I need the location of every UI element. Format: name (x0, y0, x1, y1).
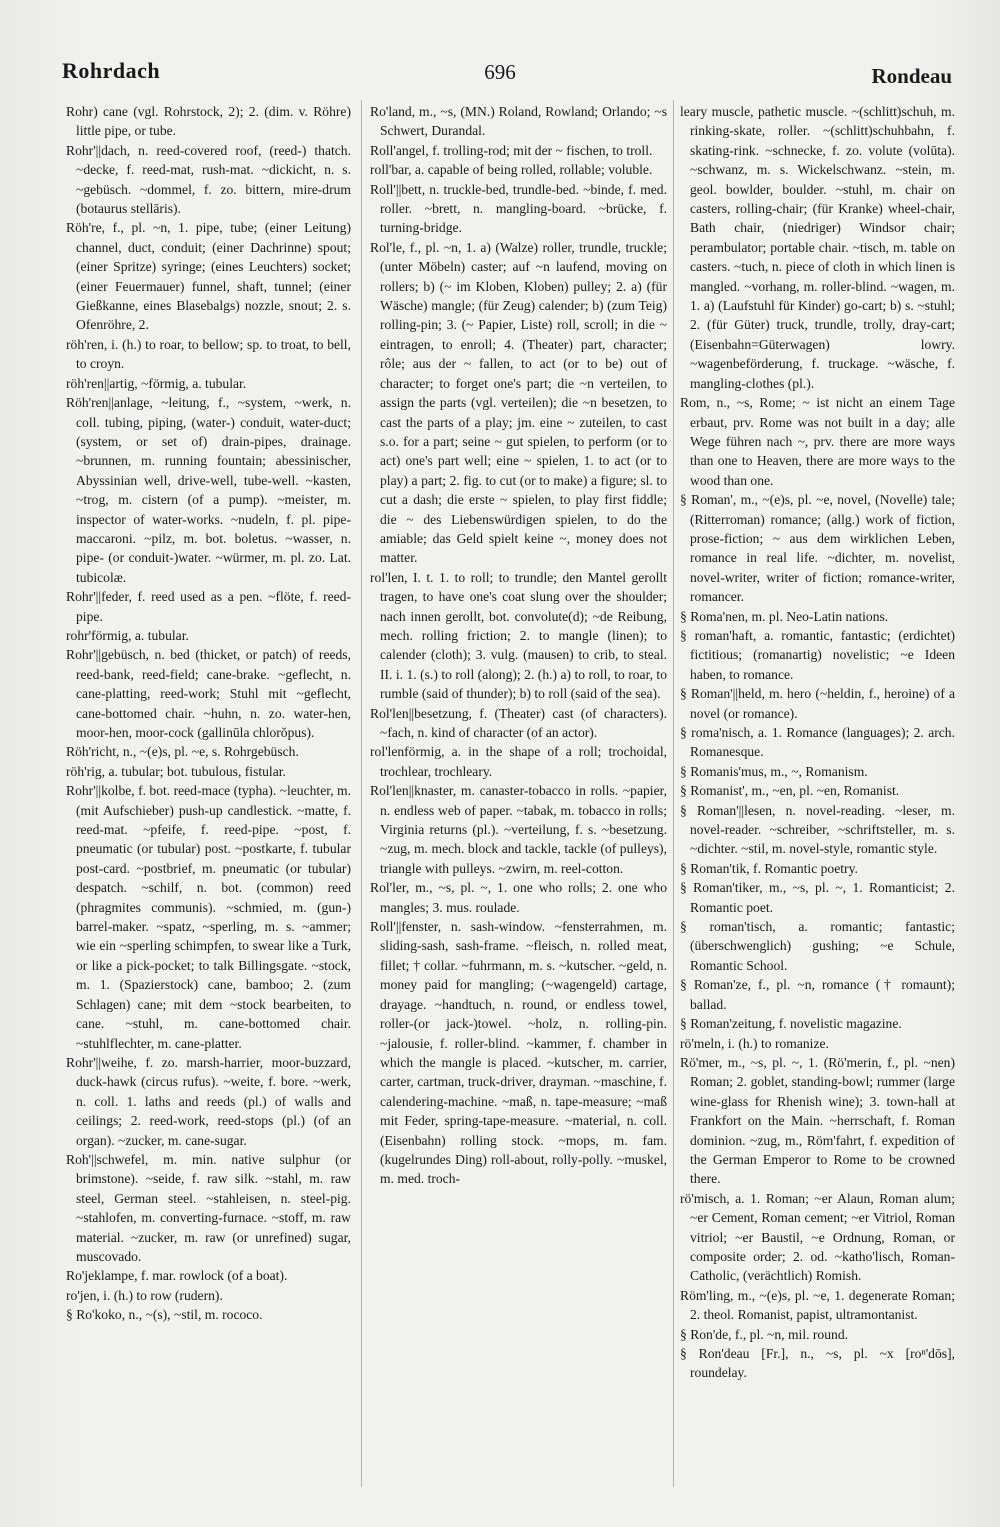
dictionary-entry: Rö'mer, m., ~s, pl. ~, 1. (Rö'merin, f., pl. ~nen) Roman; 2. goblet, standing-bowl; rummer (large wine-glass for Rhenish wine); 3. town-hall at Frankfort on the Main. ~herrschaft, f. Roman dominion. ~zug, m., Röm'fahrt, f. expedition of the German Emperor to Rome to be crowned there. (680, 1054, 955, 1187)
dictionary-entry: leary muscle, pathetic muscle. ~(schlitt)schuh, m. rinking-skate, roller. ~(schlitt)schuhbahn, f. skating-rink. ~schnecke, f. zo. volute (volūta). ~schwanz, m. s. Wickelschwanz. ~stein, m. geol. bowlder, boulder. ~stuhl, m. chair on casters, rolling-chair; (für Kranke) wheel-chair, Bath chair, (niedriger) Windsor chair; perambulator; portable chair. ~tisch, m. table on casters. ~tuch, n. piece of cloth in which linen is mangled. ~vorhang, m. roller-blind. ~wagen, m. 1. a) (Laufstuhl für Kinder) go-cart; b) s. ~stuhl; 2. (für Güter) truck, trundle, trolly, dray-cart; (Eisenbahn=Güterwagen) lowry. ~wagenbeförderung, f. truckage. ~wäsche, f. mangling-clothes (pl.). (680, 104, 955, 391)
left-guide-word: Rohrdach (62, 58, 161, 83)
dictionary-entry: § Ron'de, f., pl. ~n, mil. round. (680, 1326, 849, 1342)
dictionary-entry: § Roman', m., ~(e)s, pl. ~e, novel, (Novelle) tale; (Ritterroman) romance; (allg.) work of fiction, prose-fiction; ~ aus dem wirklichen Leben, romance in real life. ~dichter, m. novelist, novel-writer, writer of fiction; romance-writer, romancer. (680, 492, 955, 605)
dictionary-entry: rohr'förmig, a. tubular. (66, 627, 189, 643)
column-divider (361, 100, 362, 1487)
dictionary-entry: § Roman'zeitung, f. novelistic magazine. (680, 1016, 902, 1032)
right-guide-word: Rondeau (871, 64, 952, 88)
dictionary-entry: Rol'len||knaster, m. canaster-tobacco in rolls. ~papier, n. endless web of paper. ~tabak, m. tobacco in rolls; Virginia returns (pl.). ~verteilung, f. s. ~besetzung. ~zug, m. mech. block and tackle, tackle (of pulleys), triangle with pulleys. ~zwirn, m. reel-cotton. (370, 783, 667, 876)
dictionary-entry: § roman'tisch, a. romantic; fantastic; (überschwenglich) gushing; ~e Schule, Romantic School. (680, 919, 955, 973)
page-number: 696 (484, 60, 516, 84)
dictionary-entry: § Ro'koko, n., ~(s), ~stil, m. rococo. (66, 1307, 263, 1323)
dictionary-entry: § roma'nisch, a. 1. Romance (languages); 2. arch. Romanesque. (680, 725, 955, 760)
dictionary-entry: Rohr'||weihe, f. zo. marsh-harrier, moor-buzzard, duck-hawk (circus rufus). ~weite, f. bore. ~werk, n. coll. 1. laths and reeds (pl.) of walls and ceilings; 2. reed-work, reed-stops (pl.) (of an organ). ~zucker, m. cane-sugar. (66, 1054, 351, 1148)
dictionary-entry: Rohr'||dach, n. reed-covered roof, (reed-) thatch. ~decke, f. reed-mat, rush-mat. ~dickicht, n. s. ~gebüsch. ~dommel, f. zo. bittern, mire-drum (botaurus stellāris). (66, 142, 351, 217)
dictionary-entry: § roman'haft, a. romantic, fantastic; (erdichtet) fictitious; (romanartig) novelistic; ~e Ideen haben, to romance. (680, 627, 955, 682)
dictionary-entry: § Roman'tik, f. Romantic poetry. (680, 860, 858, 876)
dictionary-entry: Röh'ren||anlage, ~leitung, f., ~system, ~werk, n. coll. tubing, piping, (water-) conduit, water-duct; (system, or set of) drain-pipes, drainage. ~brunnen, m. running fountain; abessinischer, Abyssinian well, drive-well, tube-well. ~kasten, ~trog, m. cistern (of a pump). ~meister, m. inspector of water-works. ~nudeln, f. pl. pipe-maccaroni. ~pilz, m. bot. boletus. ~wasser, n. pipe- (or conduit-)water. ~würmer, m. pl. zo. Lat. tubicolæ. (66, 395, 351, 585)
dictionary-entry: § Romanist', m., ~en, pl. ~en, Romanist. (680, 783, 900, 799)
dictionary-entry: Ro'land, m., ~s, (MN.) Roland, Rowland; Orlando; ~s Schwert, Durandal. (370, 104, 667, 139)
dictionary-entry: Rohr'||gebüsch, n. bed (thicket, or patch) of reeds, reed-bank, reed-field; cane-brake. ~geflecht, n. cane-platting, reed-work; Stuhl mit ~geflecht, cane-bottomed chair. ~huhn, n. zo. water-hen, moor-hen, moor-cock (gallinūla chlorŏpus). (66, 647, 351, 740)
dictionary-entry: Rol'len||besetzung, f. (Theater) cast (of characters). ~fach, n. kind of character (of an actor). (370, 705, 667, 740)
dictionary-entry: rol'lenförmig, a. in the shape of a roll; trochoidal, trochlear, trochleary. (370, 744, 667, 779)
dictionary-entry: Rol'le, f., pl. ~n, 1. a) (Walze) roller, trundle, truckle; (unter Möbeln) caster; auf ~n laufend, moving on rollers; b) (~ im Kloben, Kloben) pulley; 2. a) (für Wäsche) mangle; (für Zeug) calender; b) (zum Teig) rolling-pin; 3. (~ Papier, Liste) roll, scroll; in die ~ eintragen, to enroll; 4. (Theater) part, character; rôle; aus der ~ fallen, to act (or to be) out of character; to forget one's part; die ~n verteilen, to assign the parts (vgl. verteilen); die ~n besetzen, to cast the parts of a play; jm. eine ~ zuteilen, to cast s.o. for a part; seine ~ gut spielen, to perform (or to act) one's part well; eine ~ spielen, 1. to act (or to play) a part; 2. fig. to cut (or to make) a figure; sl. to cut a dash; die erste ~ spielen, to play first fiddle; die ~ des Liebenswürdigen spielen, to do the amiable; das Geld spielt keine ~, money does not matter. (370, 239, 667, 566)
dictionary-entry: röh'rig, a. tubular; bot. tubulous, fistular. (66, 763, 286, 779)
dictionary-entry: Rol'ler, m., ~s, pl. ~, 1. one who rolls; 2. one who mangles; 3. mus. roulade. (370, 880, 667, 915)
dictionary-entry: § Roman'ze, f., pl. ~n, romance († romaunt); ballad. (680, 977, 955, 1012)
dictionary-entry: Roll'||fenster, n. sash-window. ~fensterrahmen, m. sliding-sash, sash-frame. ~fleisch, n. rolled meat, fillet; † collar. ~fuhrmann, m. s. ~kutscher. ~geld, n. money paid for mangling; (~wagengeld) cartage, drayage. ~handtuch, n. round, or endless towel, roller-(or jack-)towel. ~holz, n. rolling-pin. ~jalousie, f. roller-blind. ~kammer, f. chamber in which the mangle is placed. ~kutscher, m. carrier, carter, cartman, truck-driver, drayman. ~maschine, f. calendering-machine. ~maß, n. tape-measure; ~maß mit Feder, spring-tape-measure. ~material, n. coll. (Eisenbahn) rolling stock. ~mops, m. fam. (kugelrundes Ding) roll-about, rolly-polly. ~muskel, m. med. troch- (370, 919, 667, 1187)
dictionary-entry: § Romanis'mus, m., ~, Romanism. (680, 763, 868, 779)
column-1 (66, 102, 351, 1487)
dictionary-entry: Röm'ling, m., ~(e)s, pl. ~e, 1. degenerate Roman; 2. theol. Romanist, papist, ultramontanist. (680, 1287, 955, 1323)
dictionary-entry: § Roman'||held, m. hero (~heldin, f., heroine) of a novel (or romance). (680, 686, 955, 721)
dictionary-entry: Rohr'||feder, f. reed used as a pen. ~flöte, f. reed-pipe. (66, 589, 351, 624)
dictionary-entry: Rohr'||kolbe, f. bot. reed-mace (typha). ~leuchter, m. (mit Aufschieber) push-up candlestick. ~matte, f. reed-mat. ~pfeife, f. reed-pipe. ~post, f. pneumatic (or tubular) post. ~postkarte, f. tubular post-card. ~postbrief, m. pneumatic (or tubular) despatch. ~schilf, n. bot. (common) reed (phragmites communis). ~schmied, m. (gun-) barrel-maker. ~spatz, ~sperling, m. s. ~ammer; wie ein ~sperling schimpfen, to swear like a Turk, or like a pick-pocket; to talk Billingsgate. ~stock, m. 1. (Spazierstock) cane, bamboo; 2. (zum Schlagen) cane; mit dem ~stock bearbeiten, to cane. ~stuhl, m. cane-bottomed chair. ~stuhlflechter, m. cane-platter. (66, 783, 351, 1051)
column-divider (673, 100, 674, 1487)
dictionary-entry: Röh're, f., pl. ~n, 1. pipe, tube; (einer Leitung) channel, duct, conduit; (einer Dachrinne) spout; (einer Spritze) syringe; (eines Leuchters) socket; (einer Feuermauer) funnel, shaft, tunnel; (einer Gießkanne, eines Blasebalgs) nozzle, snout; 2. s. Ofenröhre, 2. (66, 220, 351, 333)
running-head (0, 58, 1000, 94)
dictionary-entry: rö'misch, a. 1. Roman; ~er Alaun, Roman alum; ~er Cement, Roman cement; ~er Vitriol, Roman vitriol; ~er Baustil, ~e Ordnung, Roman, or composite order; 2. od. ~katho'lisch, Roman-Catholic, (verächtlich) Romish. (680, 1190, 955, 1284)
dictionary-entry: Roll'||bett, n. truckle-bed, trundle-bed. ~binde, f. med. roller. ~brett, n. mangling-board. ~brücke, f. turning-bridge. (370, 181, 667, 236)
dictionary-entry: § Roman'||lesen, n. novel-reading. ~leser, m. novel-reader. ~schreiber, ~schriftsteller, m. s. ~dichter. ~stil, m. novel-style, romantic style. (680, 802, 955, 857)
dictionary-entry: Rom, n., ~s, Rome; ~ ist nicht an einem Tage erbaut, prv. Rome was not built in a day; alle Wege führen nach ~, prv. there are more ways than one to Heaven, there are more ways to the wood than one. (680, 395, 955, 488)
dictionary-entry: röh'ren, i. (h.) to roar, to bellow; sp. to troat, to bell, to croyn. (66, 336, 351, 372)
dictionary-entry: Rohr) cane (vgl. Rohrstock, 2); 2. (dim. v. Röhre) little pipe, or tube. (66, 104, 351, 139)
dictionary-entry: Roll'angel, f. trolling-rod; mit der ~ fischen, to troll. (370, 142, 653, 158)
dictionary-entry: röh'ren||artig, ~förmig, a. tubular. (66, 375, 247, 391)
dictionary-entry: rö'meln, i. (h.) to romanize. (680, 1035, 829, 1051)
column-2 (370, 102, 667, 1487)
dictionary-entry: § Ron'deau [Fr.], n., ~s, pl. ~x [roⁿ'dōs], roundelay. (680, 1346, 955, 1381)
dictionary-entry: rol'len, I. t. 1. to roll; to trundle; den Mantel gerollt tragen, to have one's coat slung over the shoulder; nach innen gerollt, bot. convolute(d); ~de Reibung, mech. rolling friction; 2. to mangle (linen); to calender (cloth); 3. vulg. (mausen) to crib, to steal. II. i. 1. (s.) to roll (along); 2. (h.) a) to roll, to roar, to rumble (said of thunder); b) to roll (said of the sea). (370, 569, 667, 702)
dictionary-entry: roll'bar, a. capable of being rolled, rollable; voluble. (370, 162, 653, 178)
dictionary-entry: Roh'||schwefel, m. min. native sulphur (or brimstone). ~seide, f. raw silk. ~stahl, m. raw steel, German steel. ~stahleisen, n. steel-pig. ~stahlofen, m. converting-furnace. ~stoff, m. raw material. ~zucker, m. raw (or unrefined) sugar, muscovado. (66, 1151, 351, 1264)
dictionary-entry: ro'jen, i. (h.) to row (rudern). (66, 1287, 223, 1303)
dictionary-entry: § Roma'nen, m. pl. Neo-Latin nations. (680, 608, 889, 624)
dictionary-entry: § Roman'tiker, m., ~s, pl. ~, 1. Romanticist; 2. Romantic poet. (680, 880, 955, 915)
column-3 (680, 102, 955, 1487)
dictionary-entry: Ro'jeklampe, f. mar. rowlock (of a boat). (66, 1268, 288, 1284)
dictionary-entry: Röh'richt, n., ~(e)s, pl. ~e, s. Rohrgebüsch. (66, 744, 299, 760)
